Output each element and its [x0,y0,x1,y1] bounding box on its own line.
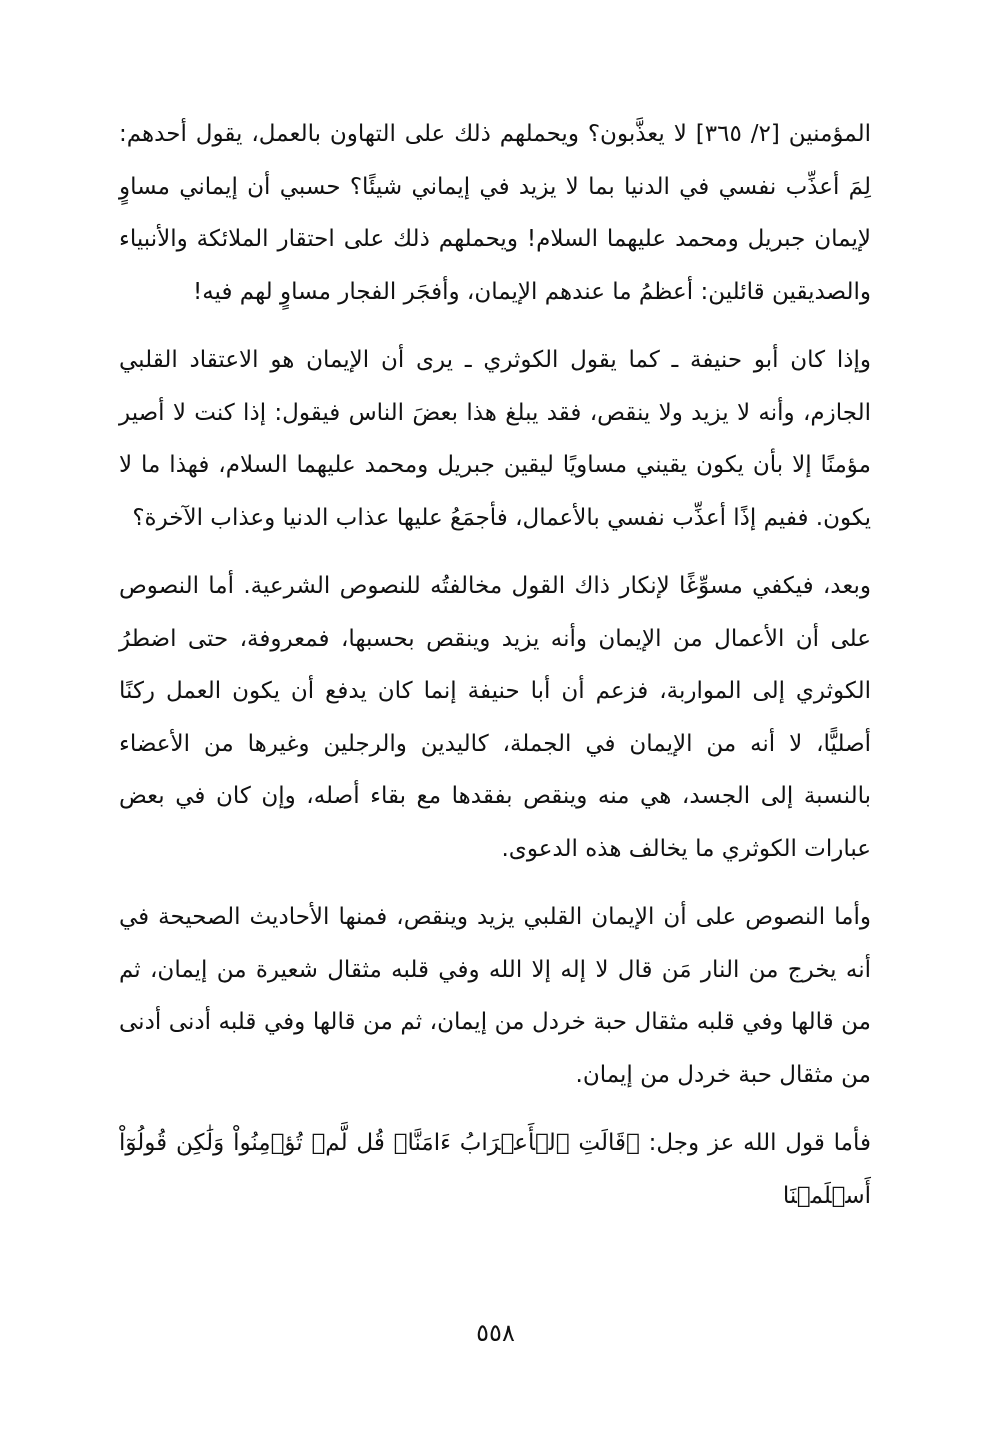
paragraph-gap [119,318,871,334]
paragraph-1: المؤمنين [٢/ ٣٦٥] لا يعذَّبون؟ ويحملهم ذلك على التهاون بالعمل، يقول أحدهم: لِمَ أعذِّب نفسي في الدنيا بما لا يزيد في إيماني شيئًا؟ حسبي أن إيماني مساوٍ لإيمان جبريل ومحمد عليهما السلام! ويحملهم ذلك على احتقار الملائكة والأنبياء والصديقين قائلين: أعظمُ ما عندهم الإيمان، وأفجَر الفجار مساوٍ لهم فيه! [119,121,872,305]
paragraph-3: وبعد، فيكفي مسوِّغًا لإنكار ذاك القول مخالفتُه للنصوص الشرعية. أما النصوص على أن الأعمال من الإيمان وأنه يزيد وينقص بحسبها، فمعروفة، حتى اضطرُ الكوثري إلى المواربة، فزعم أن أبا حنيفة إنما كان يدفع أن يكون العمل ركنًا أصليًّا، لا أنه من الإيمان في الجملة، كاليدين والرجلين وغيرها من الأعضاء بالنسبة إلى الجسد، هي منه وينقص بفقدها مع بقاء أصله، وإن كان في بعض عبارات الكوثري ما يخالف هذه الدعوى. [119,573,871,862]
quran-verse: ﴿قَالَتِ ٱلۡأَعۡرَابُ ءَامَنَّاۖ قُل لَّمۡ تُؤۡمِنُواْ وَلَٰكِن قُولُوٓاْ أَسۡلَمۡنَا [119,1130,871,1209]
paragraph-2: وإذا كان أبو حنيفة ـ كما يقول الكوثري ـ يرى أن الإيمان هو الاعتقاد القلبي الجازم، وأنه لا يزيد ولا ينقص، فقد يبلغ هذا بعضَ الناس فيقول: إذا كنت لا أصير مؤمنًا إلا بأن يكون يقيني مساويًا ليقين جبريل ومحمد عليهما السلام، فهذا ما لا يكون. ففيم إذًا أعذِّب نفسي بالأعمال، فأجمَعُ عليها عذاب الدنيا وعذاب الآخرة؟ [119,347,871,531]
quran-citation-line [119,1117,871,1222]
paragraph-gap [119,875,871,891]
paragraph-gap [119,544,871,560]
book-page [0,100,991,1453]
page-number: ٥٥٨ [476,1319,515,1347]
paragraph-4: وأما النصوص على أن الإيمان القلبي يزيد وينقص، فمنها الأحاديث الصحيحة في أنه يخرج من النار مَن قال لا إله إلا الله وفي قلبه مثقال شعيرة من إيمان، ثم من قالها وفي قلبه مثقال حبة خردل من إيمان، ثم من قالها وفي قلبه أدنى أدنى من مثقال حبة خردل من إيمان. [119,904,871,1088]
body-text [119,108,871,1222]
paragraph-gap [119,1101,871,1117]
citation-lead-text: فأما قول الله عز وجل: [639,1130,871,1156]
